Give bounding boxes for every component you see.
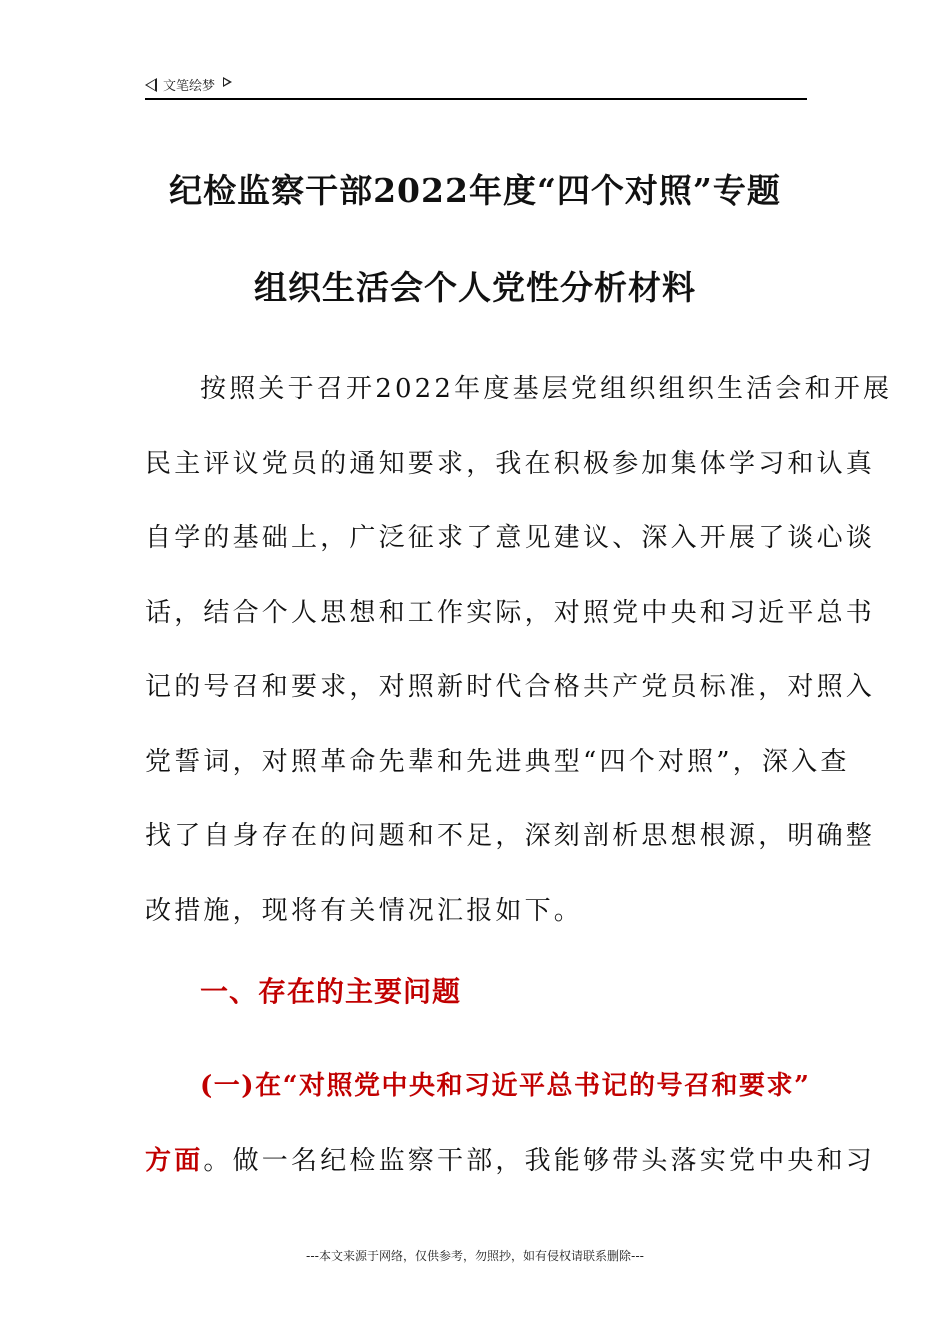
subsection-heading: (一)在“对照党中央和习近平总书记的号召和要求” (200, 1071, 811, 1101)
subsection-heading-end: 方面 (145, 1146, 204, 1176)
subsection-text: 。做一名纪检监察干部，我能够带头落实党中央和习 (203, 1146, 876, 1176)
page-footer-disclaimer: ---本文来源于网络，仅供参考，勿照抄，如有侵权请联系删除--- (306, 1249, 644, 1263)
intro-line: 改措施，现将有关情况汇报如下。 (145, 896, 584, 926)
subsection-paragraph-line (145, 1140, 875, 1177)
intro-line: 找了自身存在的问题和不足，深刻剖析思想根源，明确整 (145, 821, 876, 851)
intro-line: 自学的基础上，广泛征求了意见建议、深入开展了谈心谈 (145, 523, 876, 553)
right-triangle-icon (223, 77, 232, 87)
intro-line: 按照关于召开2022年度基层党组织组织生活会和开展 (200, 374, 893, 404)
page-header (145, 72, 807, 100)
document-title-line-1: 纪检监察干部2022年度“四个对照”专题 (169, 171, 781, 210)
document-title-line-2: 组织生活会个人党性分析材料 (254, 268, 696, 307)
intro-line: 话，结合个人思想和工作实际，对照党中央和习近平总书 (145, 598, 876, 628)
intro-line: 记的号召和要求，对照新时代合格共产党员标准，对照入 (145, 672, 876, 702)
header-brand (145, 75, 232, 94)
intro-line: 民主评议党员的通知要求，我在积极参加集体学习和认真 (145, 449, 876, 479)
intro-line: 党誓词，对照革命先辈和先进典型“四个对照”，深入查 (145, 747, 850, 777)
left-triangle-icon (145, 78, 157, 92)
brand-label: 文笔绘梦 (163, 79, 216, 94)
section-heading: 一、存在的主要问题 (200, 975, 462, 1008)
